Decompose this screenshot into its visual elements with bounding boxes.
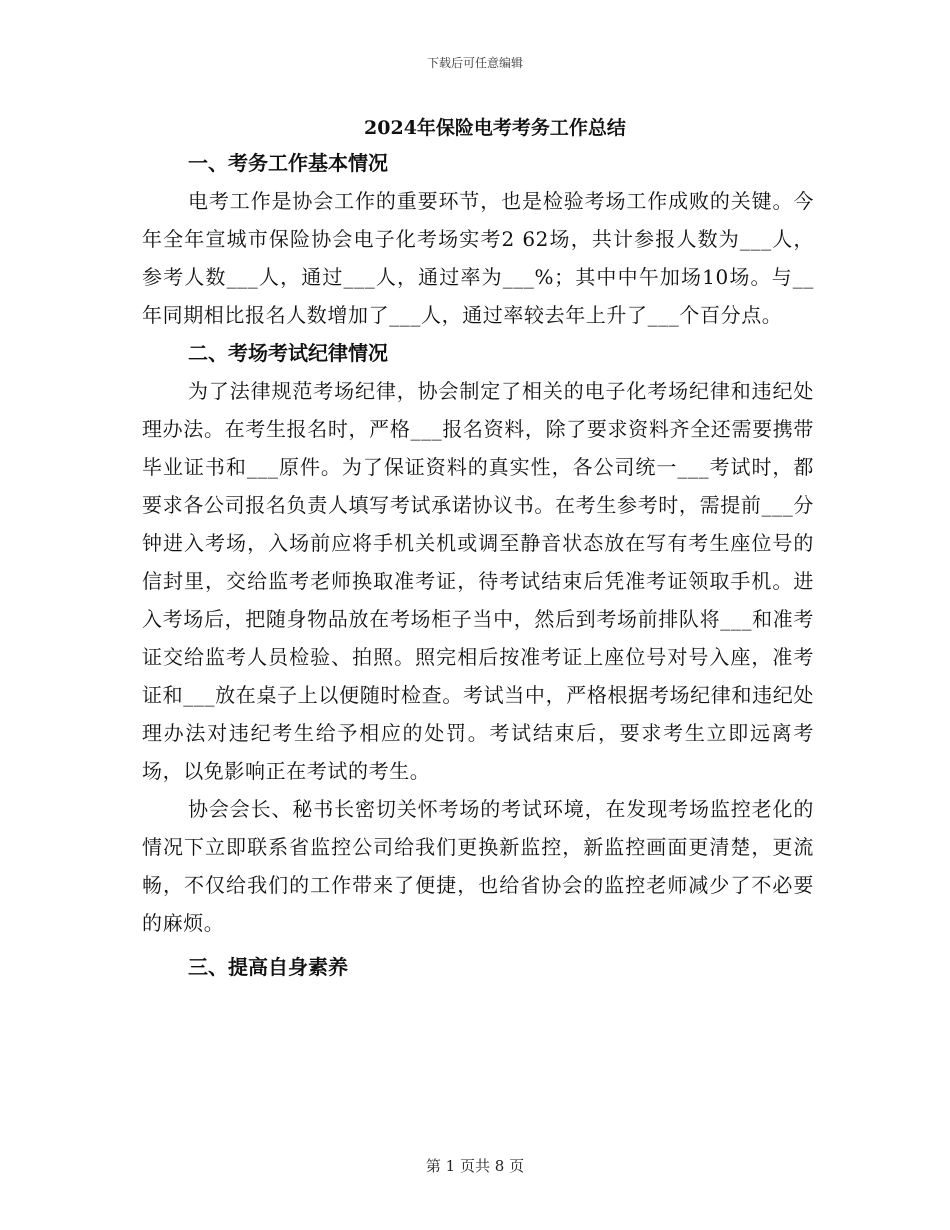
section-heading-basic-situation: 一、考务工作基本情况 xyxy=(188,151,388,175)
paragraph-exam-discipline: 为了法律规范考场纪律，协会制定了相关的电子化考场纪律和违纪处理办法。在考生报名时，严格___报名资料，除了要求资料齐全还需要携带毕业证书和___原件。为了保证资料的真实性，各公司统一___考试时，都要求各公司报名负责人填写考试承诺协议书。在考生参考时，需提前___分钟进入考场，入场前应将手机关机或调至静音状态放在写有考生座位号的信封里，交给监考老师换取准考证，待考试结束后凭准考证领取手机。进入考场后，把随身物品放在考场柜子当中，然后到考场前排队将___和准考证交给监考人员检验、拍照。照完相后按准考证上座位号对号入座，准考证和___放在桌子上以便随时检查。考试当中，严格根据考场纪律和违纪处理办法对违纪考生给予相应的处罚。考试结束后，要求考生立即远离考场，以免影响正在考试的考生。 xyxy=(142,379,814,783)
document-body xyxy=(142,144,814,986)
download-note: 下载后可任意编辑 xyxy=(426,56,523,70)
section-heading-self-improvement: 三、提高自身素养 xyxy=(188,955,348,979)
section-heading-exam-discipline: 二、考场考试纪律情况 xyxy=(188,341,388,365)
page-number: 第 1 页共 8 页 xyxy=(425,1157,525,1175)
document-title: 2024年保险电考考务工作总结 xyxy=(364,117,626,139)
paragraph-basic-situation: 电考工作是协会工作的重要环节，也是检验考场工作成败的关键。今年全年宣城市保险协会电子化考场实考2 62场，共计参报人数为___人，参考人数___人，通过___人，通过率为___%；其中中午加场10场。与__年同期相比报名人数增加了___人，通过率较去年上升了___个百分点。 xyxy=(142,189,814,327)
paragraph-monitoring: 协会会长、秘书长密切关怀考场的考试环境，在发现考场监控老化的情况下立即联系省监控公司给我们更换新监控，新监控画面更清楚，更流畅，不仅给我们的工作带来了便捷，也给省协会的监控老师减少了不必要的麻烦。 xyxy=(142,797,814,935)
